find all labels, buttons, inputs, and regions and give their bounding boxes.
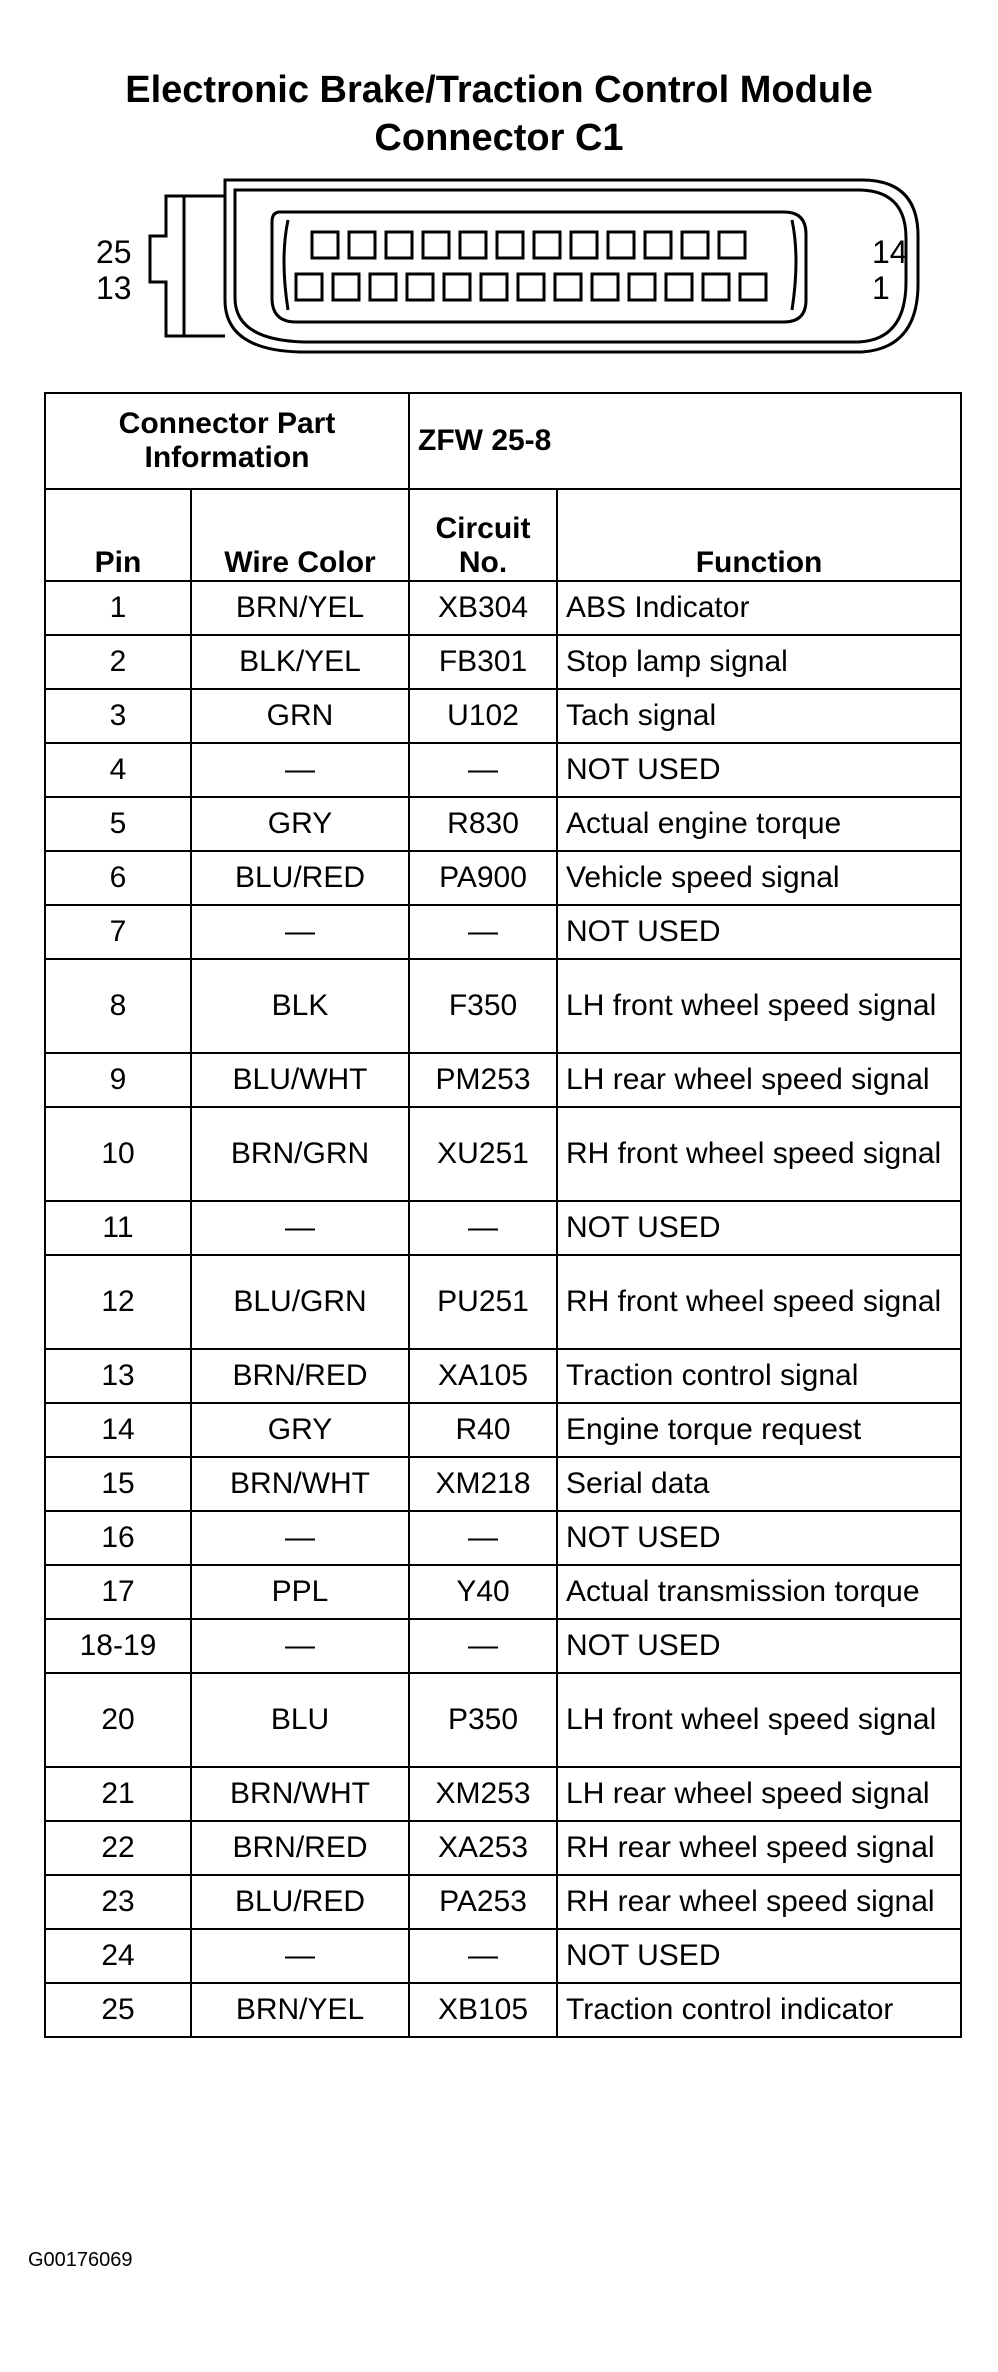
pin-socket [666,274,692,300]
pin-socket [370,274,396,300]
wire-color-cell: BLK [191,959,409,1053]
circuit-cell: PA900 [409,851,557,905]
table-row [45,1875,961,1929]
pin-socket [296,274,322,300]
pin-cell: 20 [45,1673,191,1767]
circuit-cell: — [409,1511,557,1565]
table-row [45,797,961,851]
wire-color-cell: BLU/RED [191,851,409,905]
pin-cell: 8 [45,959,191,1053]
function-cell: LH rear wheel speed signal [557,1053,961,1107]
pin-cell: 10 [45,1107,191,1201]
function-cell: Vehicle speed signal [557,851,961,905]
pin-socket [719,232,745,258]
pin-cell: 24 [45,1929,191,1983]
wire-color-cell: BRN/GRN [191,1107,409,1201]
circuit-cell: PU251 [409,1255,557,1349]
pin-socket [703,274,729,300]
pin-cell: 2 [45,635,191,689]
circuit-cell: XM218 [409,1457,557,1511]
pin-cell: 22 [45,1821,191,1875]
pin-cell: 9 [45,1053,191,1107]
header-pin: Pin [45,489,191,581]
pin-cell: 11 [45,1201,191,1255]
wire-color-cell: PPL [191,1565,409,1619]
table-row [45,635,961,689]
pin-cell: 6 [45,851,191,905]
circuit-cell: PM253 [409,1053,557,1107]
pin-socket [423,232,449,258]
wire-color-cell: — [191,1201,409,1255]
wire-color-cell: BLU/GRN [191,1255,409,1349]
circuit-cell: XB304 [409,581,557,635]
pin-socket [312,232,338,258]
pin-socket [608,232,634,258]
table-row [45,1107,961,1201]
pin-socket [534,232,560,258]
connector-label-left-bottom: 13 [96,270,132,306]
function-cell: Actual transmission torque [557,1565,961,1619]
table-row [45,1511,961,1565]
table-row [45,1767,961,1821]
function-cell: RH front wheel speed signal [557,1255,961,1349]
pin-cell: 17 [45,1565,191,1619]
pin-cell: 3 [45,689,191,743]
pin-socket [592,274,618,300]
function-cell: LH front wheel speed signal [557,1673,961,1767]
connector-diagram [0,0,998,380]
circuit-cell: — [409,743,557,797]
pin-cell: 23 [45,1875,191,1929]
pin-cell: 12 [45,1255,191,1349]
table-row [45,1821,961,1875]
pin-socket [740,274,766,300]
part-info-label: Connector Part Information [45,393,409,489]
wire-color-cell: GRY [191,797,409,851]
wire-color-cell: GRY [191,1403,409,1457]
function-cell: ABS Indicator [557,581,961,635]
wire-color-cell: — [191,1619,409,1673]
wire-color-cell: BRN/RED [191,1349,409,1403]
pin-row-top [312,232,745,258]
wire-color-cell: BRN/RED [191,1821,409,1875]
table-row [45,581,961,635]
part-info-row [45,393,961,489]
pin-cell: 14 [45,1403,191,1457]
table-row [45,1673,961,1767]
pin-socket [460,232,486,258]
circuit-cell: R40 [409,1403,557,1457]
circuit-cell: P350 [409,1673,557,1767]
wire-color-cell: — [191,1511,409,1565]
circuit-cell: XA105 [409,1349,557,1403]
function-cell: Engine torque request [557,1403,961,1457]
wire-color-cell: BRN/YEL [191,1983,409,2037]
title-line-1: Electronic Brake/Traction Control Module [125,69,873,111]
wire-color-cell: — [191,905,409,959]
table-row [45,689,961,743]
table-row [45,1255,961,1349]
title-line-2: Connector C1 [374,117,624,159]
connector-label-right-bottom: 1 [872,270,890,306]
table-row [45,1565,961,1619]
function-cell: Tach signal [557,689,961,743]
function-cell: RH front wheel speed signal [557,1107,961,1201]
table-row [45,1457,961,1511]
wire-color-cell: — [191,1929,409,1983]
table-row [45,1349,961,1403]
table-row [45,851,961,905]
pin-cell: 4 [45,743,191,797]
wire-color-cell: — [191,743,409,797]
circuit-cell: Y40 [409,1565,557,1619]
function-cell: NOT USED [557,1929,961,1983]
pin-table [44,392,962,2038]
wire-color-cell: BLU [191,1673,409,1767]
function-cell: NOT USED [557,905,961,959]
pin-socket [386,232,412,258]
circuit-cell: R830 [409,797,557,851]
table-row [45,1053,961,1107]
function-cell: Stop lamp signal [557,635,961,689]
circuit-cell: U102 [409,689,557,743]
table-row [45,959,961,1053]
pin-socket [682,232,708,258]
table-row [45,1403,961,1457]
function-cell: Serial data [557,1457,961,1511]
wire-color-cell: BLU/RED [191,1875,409,1929]
function-cell: Traction control indicator [557,1983,961,2037]
pin-socket [571,232,597,258]
table-row [45,1983,961,2037]
table-row [45,1619,961,1673]
wire-color-cell: BLK/YEL [191,635,409,689]
pin-socket [645,232,671,258]
pin-socket [481,274,507,300]
function-cell: LH rear wheel speed signal [557,1767,961,1821]
function-cell: Traction control signal [557,1349,961,1403]
circuit-cell: XA253 [409,1821,557,1875]
pin-cell: 18-19 [45,1619,191,1673]
pin-socket [518,274,544,300]
column-header-row [45,489,961,581]
function-cell: RH rear wheel speed signal [557,1821,961,1875]
pin-socket [629,274,655,300]
function-cell: Actual engine torque [557,797,961,851]
function-cell: NOT USED [557,1619,961,1673]
table-row [45,905,961,959]
figure-code: G00176069 [28,2249,133,2271]
wire-color-cell: BRN/WHT [191,1767,409,1821]
pin-row-bottom [296,274,766,300]
circuit-cell: — [409,1619,557,1673]
circuit-cell: XB105 [409,1983,557,2037]
pin-cell: 1 [45,581,191,635]
pin-socket [333,274,359,300]
pin-socket [555,274,581,300]
circuit-cell: XM253 [409,1767,557,1821]
pin-cell: 21 [45,1767,191,1821]
circuit-cell: F350 [409,959,557,1053]
circuit-cell: — [409,1201,557,1255]
function-cell: RH rear wheel speed signal [557,1875,961,1929]
pin-cell: 25 [45,1983,191,2037]
pin-socket [497,232,523,258]
pin-socket [407,274,433,300]
wire-color-cell: GRN [191,689,409,743]
pin-cell: 7 [45,905,191,959]
connector-label-right-top: 14 [872,234,908,270]
pin-cell: 16 [45,1511,191,1565]
table-row [45,1929,961,1983]
circuit-cell: PA253 [409,1875,557,1929]
pin-socket [349,232,375,258]
connector-label-left-top: 25 [96,234,132,270]
circuit-cell: — [409,905,557,959]
pin-cell: 5 [45,797,191,851]
wire-color-cell: BRN/YEL [191,581,409,635]
part-info-value: ZFW 25-8 [409,393,961,489]
header-function: Function [557,489,961,581]
function-cell: LH front wheel speed signal [557,959,961,1053]
function-cell: NOT USED [557,1201,961,1255]
function-cell: NOT USED [557,1511,961,1565]
table-row [45,1201,961,1255]
wire-color-cell: BRN/WHT [191,1457,409,1511]
circuit-cell: FB301 [409,635,557,689]
function-cell: NOT USED [557,743,961,797]
pin-socket [444,274,470,300]
circuit-cell: — [409,1929,557,1983]
table-row [45,743,961,797]
circuit-cell: XU251 [409,1107,557,1201]
pin-cell: 15 [45,1457,191,1511]
header-circuit-no: Circuit No. [409,489,557,581]
wire-color-cell: BLU/WHT [191,1053,409,1107]
pin-cell: 13 [45,1349,191,1403]
header-wire-color: Wire Color [191,489,409,581]
